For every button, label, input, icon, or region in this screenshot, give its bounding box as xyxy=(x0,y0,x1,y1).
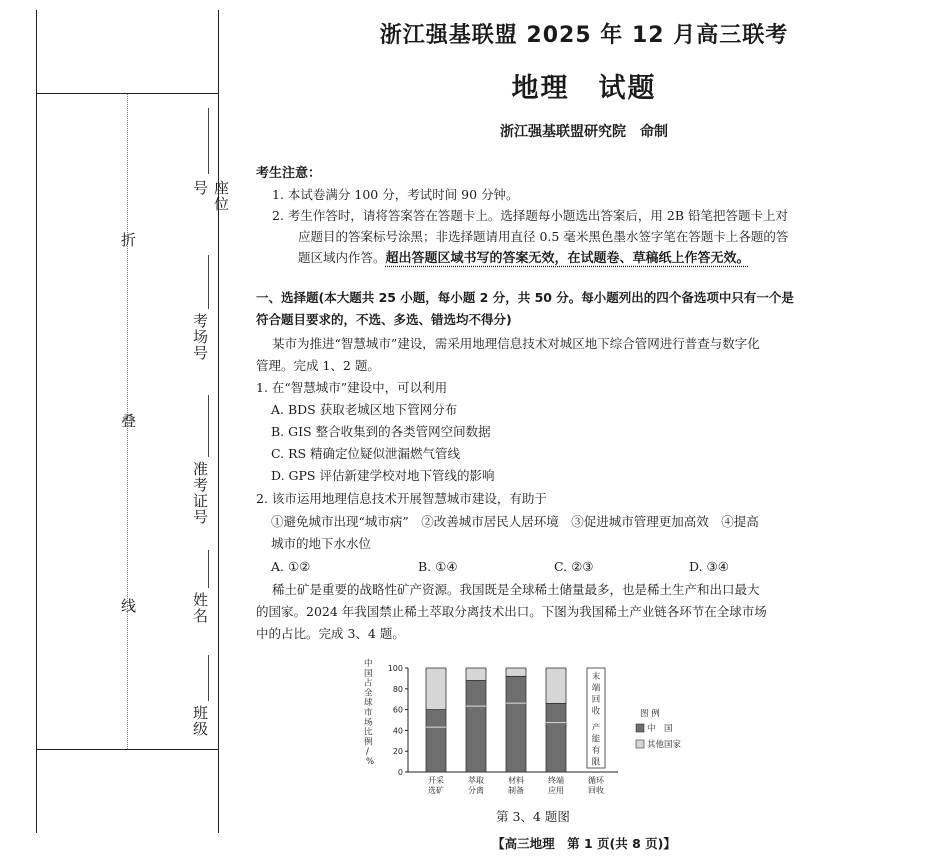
legend-title: 图 例 xyxy=(640,709,660,719)
legend-label-china: 中 国 xyxy=(647,724,673,734)
chart-caption: 第 3、4 题图 xyxy=(496,809,570,824)
seat-label: 座位号 xyxy=(191,180,230,212)
y-axis-label-char: 占 xyxy=(364,678,373,689)
class-field[interactable] xyxy=(190,655,218,750)
exam-title: 浙江强基联盟 2025 年 12 月高三联考 xyxy=(379,23,789,48)
notice-item-2-cont2: 题区域内作答。 xyxy=(298,250,386,265)
annotation-char: 端 xyxy=(591,683,601,694)
y-tick-label: 60 xyxy=(392,705,403,715)
y-axis-label-char: 全 xyxy=(364,688,373,699)
notice-heading: 考生注意： xyxy=(256,166,322,181)
y-axis-label-char: 中 xyxy=(364,659,373,669)
y-axis-label-char: 球 xyxy=(364,698,373,709)
legend-swatch-other xyxy=(636,740,644,748)
y-tick-label: 0 xyxy=(397,768,403,777)
x-tick-label: 循环 xyxy=(588,776,604,785)
bar-china-2 xyxy=(506,676,526,772)
q1-option-c[interactable]: C. RS 精确定位疑似泄漏燃气管线 xyxy=(271,446,461,461)
legend-label-other: 其他国家 xyxy=(647,740,682,750)
q2-option-b[interactable]: B. ①④ xyxy=(418,559,458,574)
y-tick-label: 40 xyxy=(392,726,403,736)
bar-other-2 xyxy=(506,668,526,676)
left-outer-line xyxy=(36,10,37,833)
bar-other-0 xyxy=(426,668,446,710)
annotation-char: 末 xyxy=(591,672,601,682)
passage1-line-2: 管理。完成 1、2 题。 xyxy=(256,358,380,373)
bar-china-0 xyxy=(426,710,446,772)
fold-char-1: 折 xyxy=(119,232,137,248)
q2-option-d[interactable]: D. ③④ xyxy=(689,559,729,574)
y-axis-label-char: / xyxy=(366,747,369,758)
binding-line xyxy=(218,10,219,833)
notice-item-2: 2. 考生作答时，请将答案答在答题卡上。选择题每小题选出答案后，用 2B 铅笔把答题卡上对 xyxy=(272,208,788,223)
annotation-char: 限 xyxy=(591,757,601,768)
x-tick-label: 选矿 xyxy=(428,786,444,795)
ticket-label: 准考证号 xyxy=(191,461,209,525)
annotation-char: 回 xyxy=(591,695,601,705)
q2-stem: 2. 该市运用地理信息技术开展智慧城市建设，有助于 xyxy=(256,491,547,506)
legend-swatch-china xyxy=(636,724,644,732)
seat-underline xyxy=(208,108,209,174)
x-tick-label: 应用 xyxy=(548,786,564,795)
x-tick-label: 材料 xyxy=(508,776,524,785)
page-footer: 【高三地理 第 1 页(共 8 页)】 xyxy=(492,836,676,851)
y-tick-label: 20 xyxy=(392,747,403,757)
annotation-char: 产 xyxy=(591,723,601,733)
room-underline xyxy=(208,255,209,309)
q1-option-d[interactable]: D. GPS 评估新建学校对地下管线的影响 xyxy=(271,468,495,483)
x-tick-label: 开采 xyxy=(428,776,444,785)
passage1-line-1: 某市为推进“智慧城市”建设，需采用地理信息技术对城区地下综合管网进行普查与数字化 xyxy=(272,336,760,351)
room-field[interactable] xyxy=(190,255,218,367)
y-axis-label-char: 国 xyxy=(364,668,373,679)
rare-earth-chart xyxy=(360,656,720,806)
y-axis-label-char: 场 xyxy=(364,717,373,728)
class-label: 班级 xyxy=(191,705,209,737)
name-field[interactable] xyxy=(190,550,218,640)
passage2-line-2: 的国家。2024 年我国禁止稀土萃取分离技术出口。下图为我国稀土产业链各环节在全球市场 xyxy=(256,604,767,619)
q2-option-c[interactable]: C. ②③ xyxy=(554,559,594,574)
y-axis-label-char: % xyxy=(366,757,375,767)
y-axis-label-char: 市 xyxy=(364,708,373,718)
ticket-field[interactable] xyxy=(190,395,218,530)
bar-other-3 xyxy=(546,668,566,703)
class-underline xyxy=(208,655,209,701)
section1-heading-1: 一、选择题(本大题共 25 小题，每小题 2 分，共 50 分。每小题列出的四个备选项中只有一个是 xyxy=(256,290,794,305)
notice-emphasis: 超出答题区域书写的答案无效，在试题卷、草稿纸上作答无效。 xyxy=(385,251,750,266)
notice-item-2-cont1: 应题目的答案标号涂黑；非选择题请用直径 0.5 毫米黑色墨水签字笔在答题卡上各题的答 xyxy=(298,229,789,244)
name-label: 姓名 xyxy=(191,592,209,624)
section1-heading-2: 符合题目要求的，不选、多选、错选均不得分) xyxy=(256,312,512,327)
y-axis-label-char: 例 xyxy=(364,737,373,748)
passage2-line-1: 稀土矿是重要的战略性矿产资源。我国既是全球稀土储量最多，也是稀土生产和出口最大 xyxy=(272,582,760,597)
q1-option-b[interactable]: B. GIS 整合收集到的各类管网空间数据 xyxy=(271,424,491,439)
q2-statement-2: 城市的地下水水位 xyxy=(271,536,372,551)
annotation-char: 有 xyxy=(591,746,601,756)
passage2-line-3: 中的占比。完成 3、4 题。 xyxy=(256,626,405,641)
fold-char-2: 叠 xyxy=(119,413,137,429)
q1-option-a[interactable]: A. BDS 获取老城区地下管网分布 xyxy=(271,402,458,417)
subject-title: 地理 试题 xyxy=(511,73,657,104)
fold-char-3: 线 xyxy=(119,598,137,614)
x-tick-label: 萃取 xyxy=(468,776,484,785)
x-tick-label: 制备 xyxy=(508,786,524,795)
annotation-char: 收 xyxy=(591,706,601,717)
y-tick-label: 100 xyxy=(387,664,403,673)
ticket-underline xyxy=(208,395,209,457)
bar-china-3 xyxy=(546,703,566,772)
y-tick-label: 80 xyxy=(392,684,403,694)
annotation-char: 能 xyxy=(591,734,601,745)
q2-option-a[interactable]: A. ①② xyxy=(271,559,311,574)
bar-other-1 xyxy=(466,668,486,680)
name-underline xyxy=(208,550,209,588)
q1-stem: 1. 在“智慧城市”建设中，可以利用 xyxy=(256,380,448,395)
bar-china-1 xyxy=(466,680,486,772)
seat-field[interactable] xyxy=(190,108,230,220)
notice-item-2-cont2-line xyxy=(298,247,750,270)
q2-statement-1: ①避免城市出现“城市病” ②改善城市居民人居环境 ③促进城市管理更加高效 ④提高 xyxy=(271,514,759,529)
x-tick-label: 回收 xyxy=(588,786,604,795)
x-tick-label: 终端 xyxy=(548,776,564,785)
y-axis-label-char: 比 xyxy=(364,727,373,738)
notice-item-1: 1. 本试卷满分 100 分，考试时间 90 分钟。 xyxy=(272,187,519,202)
x-tick-label: 分离 xyxy=(468,786,484,795)
maker-line: 浙江强基联盟研究院 命制 xyxy=(500,124,668,140)
room-label: 考场号 xyxy=(191,313,209,361)
